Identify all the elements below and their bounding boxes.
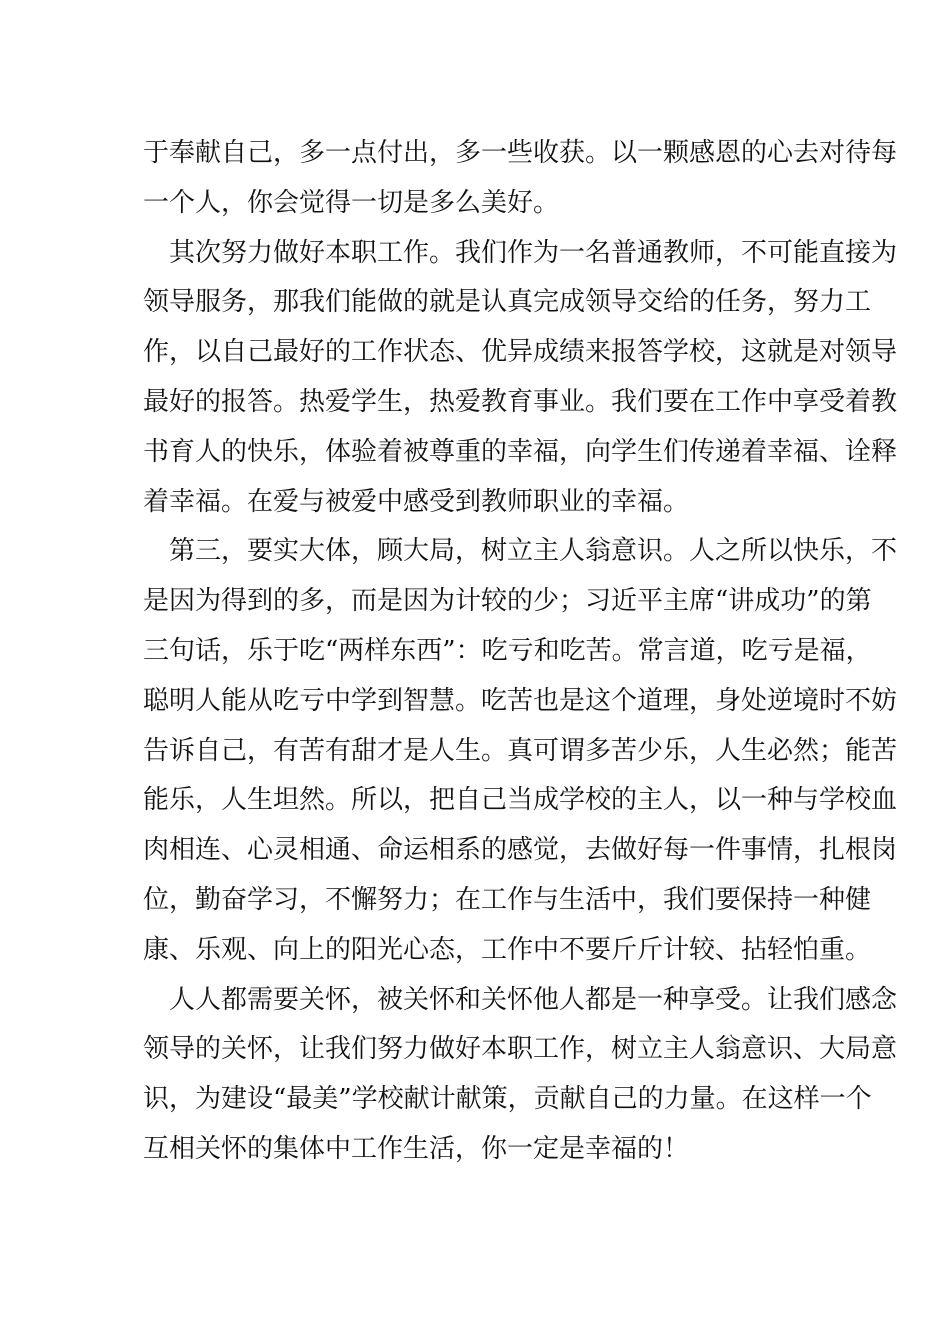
text-line: 最好的报答。热爱学生，热爱教育事业。我们要在工作中享受着教 (143, 386, 898, 417)
text-line: 着幸福。在爱与被爱中感受到教师职业的幸福。 (143, 486, 690, 517)
text-line: 能乐，人生坦然。所以，把自己当成学校的主人，以一种与学校血 (143, 785, 898, 816)
text-line: 领导的关怀，让我们努力做好本职工作，树立主人翁意识、大局意 (143, 1034, 898, 1065)
text-line: 位，勤奋学习，不懈努力；在工作与生活中，我们要保持一种健 (143, 884, 872, 915)
text-line: 人人都需要关怀，被关怀和关怀他人都是一种享受。让我们感念 (143, 984, 898, 1015)
text-line: 领导服务，那我们能做的就是认真完成领导交给的任务，努力工 (143, 287, 872, 318)
text-line: 作，以自己最好的工作状态、优异成绩来报答学校，这就是对领导 (143, 337, 898, 368)
text-line: 告诉自己，有苦有甜才是人生。真可谓多苦少乐，人生必然；能苦 (143, 735, 898, 766)
text-line: 第三，要实大体，顾大局，树立主人翁意识。人之所以快乐，不 (143, 536, 898, 567)
text-line: 识，为建设“最美”学校献计献策，贡献自己的力量。在这样一个 (143, 1084, 872, 1115)
text-line: 肉相连、心灵相通、命运相系的感觉，去做好每一件事情，扎根岗 (143, 835, 898, 866)
text-line: 三句话，乐于吃“两样东西”：吃亏和吃苦。常言道，吃亏是福， (143, 635, 872, 666)
text-line: 一个人，你会觉得一切是多么美好。 (143, 187, 560, 218)
text-line: 互相关怀的集体中工作生活，你一定是幸福的！ (143, 1133, 690, 1164)
text-line: 书育人的快乐，体验着被尊重的幸福，向学生们传递着幸福、诠释 (143, 436, 898, 467)
text-line: 是因为得到的多，而是因为计较的少；习近平主席“讲成功”的第 (143, 586, 872, 617)
text-line: 于奉献自己，多一点付出，多一些收获。以一颗感恩的心去对待每 (143, 138, 898, 168)
text-line: 其次努力做好本职工作。我们作为一名普通教师，不可能直接为 (143, 237, 898, 268)
text-line: 聪明人能从吃亏中学到智慧。吃苦也是这个道理，身处逆境时不妨 (143, 685, 898, 716)
text-line: 康、乐观、向上的阳光心态，工作中不要斤斤计较、拈轻怕重。 (143, 934, 872, 965)
document-body (143, 129, 898, 1175)
